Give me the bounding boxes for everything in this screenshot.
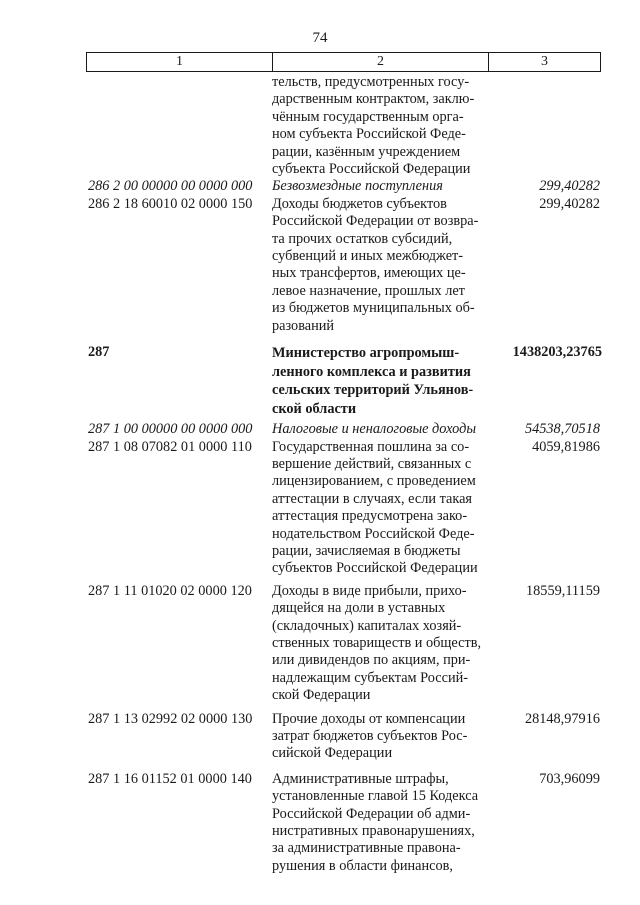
row-name: Прочие доходы от компенсации затрат бюджетов субъектов Рос- сийской Федерации (272, 710, 468, 762)
table-row (0, 421, 640, 438)
row-name: Доходы в виде прибыли, прихо- дящейся на доли в уставных (складочных) капиталах хозяй- ственных товариществ и обществ, или дивидендов по акциям, при- надлежащим субъектам Россий- ской Федерации (272, 582, 482, 704)
row-code: 287 1 16 01152 01 0000 140 (88, 770, 252, 787)
header-col-1: 1 (87, 53, 273, 72)
table-row (0, 711, 640, 763)
row-amount: 18559,11159 (526, 582, 600, 599)
row-code: 287 1 00 00000 00 0000 000 (88, 421, 253, 438)
table-body (0, 74, 640, 875)
row-amount: 703,96099 (539, 770, 600, 787)
row-amount: 4059,81986 (532, 438, 600, 455)
row-name: Министерство агропромыш- ленного комплекса и развития сельских территорий Ульянов- ской области (272, 345, 474, 417)
table-row (0, 439, 640, 578)
table-header (86, 52, 601, 72)
table-row (0, 344, 640, 418)
table-row (0, 771, 640, 875)
header-col-2: 2 (273, 53, 489, 72)
row-name: тельств, предусмотренных госу- дарственным контрактом, заклю- чённым государственным орга- ном субъекта Российской Феде- рации, казённым учреждением субъекта Российской Федерации (272, 74, 475, 178)
row-code: 286 2 00 00000 00 0000 000 (88, 178, 253, 195)
header-col-3: 3 (489, 53, 601, 72)
page-number: 74 (312, 30, 328, 46)
row-code: 287 1 11 01020 02 0000 120 (88, 582, 252, 599)
table-row (0, 74, 640, 178)
row-code: 287 1 13 02992 02 0000 130 (88, 710, 253, 727)
row-amount: 299,40282 (539, 178, 600, 195)
row-code: 286 2 18 60010 02 0000 150 (88, 195, 253, 212)
row-amount: 54538,70518 (524, 421, 600, 438)
row-name: Налоговые и неналоговые доходы (272, 421, 477, 438)
table-row (0, 583, 640, 705)
row-amount: 1438203,23765 (512, 344, 602, 361)
row-code: 287 (88, 344, 110, 361)
row-name: Безвозмездные поступления (272, 178, 443, 195)
table-row (0, 178, 640, 195)
row-amount: 299,40282 (539, 195, 600, 212)
row-code: 287 1 08 07082 01 0000 110 (88, 438, 252, 455)
row-name: Административные штрафы, установленные главой 15 Кодекса Российской Федерации об адми- нистративных правонарушениях, за административные правона- рушения в области финансов, (272, 770, 479, 874)
table-row (0, 196, 640, 335)
row-amount: 28148,97916 (524, 710, 600, 727)
row-name: Государственная пошлина за со- вершение действий, связанных с лицензированием, с проведением аттестации в случаях, если такая аттестация предусмотрена зако- нодательством Российской Феде- рации, зачисляемая в бюджеты субъектов Российской Федерации (272, 438, 478, 577)
row-name: Доходы бюджетов субъектов Российской Федерации от возвра- та прочих остатков субсидий, субвенций и иных межбюджет- ных трансфертов, имеющих це- левое назначение, прошлых лет из бюджетов муниципальных об- разований (272, 195, 479, 334)
